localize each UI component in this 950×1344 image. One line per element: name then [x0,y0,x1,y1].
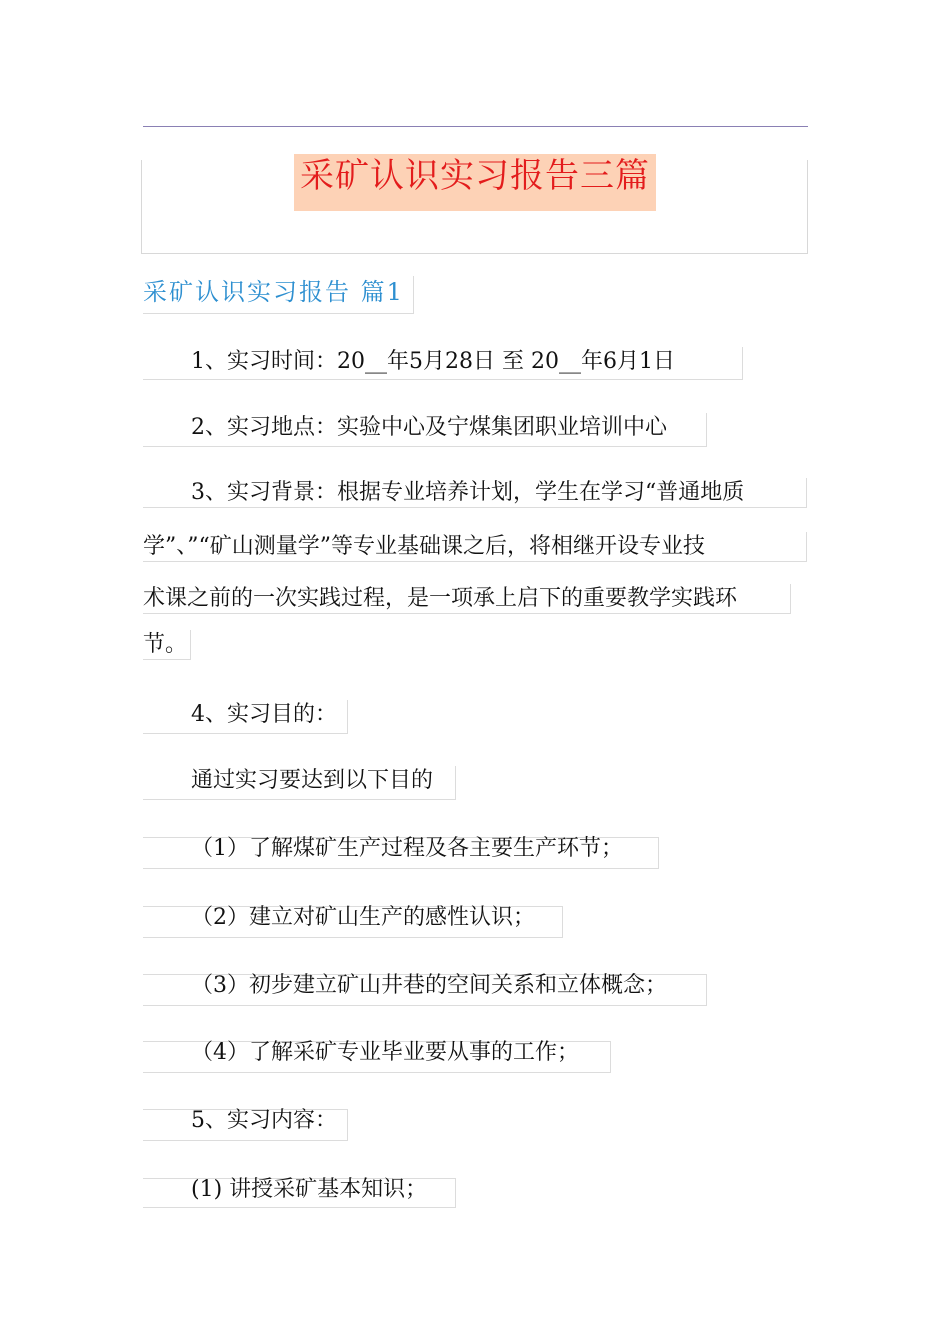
paragraph-internship-content [143,1109,348,1141]
purpose-item-2 [143,906,563,938]
paragraph-internship-location [143,413,707,447]
background-line-2: 学”、”“矿山测量学”等专业基础课之后，将相继开设专业技 [143,532,807,562]
paragraph-purpose-intro [143,766,456,800]
purpose-item-3-text: （3）初步建立矿山井巷的空间关系和立体概念； [191,973,667,998]
header-rule [143,126,808,127]
internship-content-text: 5、实习内容： [191,1108,337,1133]
purpose-item-4 [143,1041,611,1073]
background-line-1: 3、实习背景：根据专业培养计划，学生在学习“普通地质 [143,478,807,508]
paragraph-internship-time [143,347,743,380]
background-line-3: 术课之前的一次实践过程，是一项承上启下的重要教学实践环 [143,584,791,614]
purpose-item-1 [143,837,659,869]
section-heading [143,276,414,314]
internship-time-text: 1、实习时间：20__年5月28日 至 20__年6月1日 [191,349,675,374]
purpose-item-2-text: （2）建立对矿山生产的感性认识； [191,905,535,930]
purpose-item-4-text: （4）了解采矿专业毕业要从事的工作； [191,1040,579,1065]
purpose-item-1-text: （1）了解煤矿生产过程及各主要生产环节； [191,836,623,861]
internship-location-text: 2、实习地点：实验中心及宁煤集团职业培训中心 [191,415,667,440]
background-line-4: 节。 [143,630,191,660]
purpose-item-3 [143,974,707,1006]
purpose-intro-text: 通过实习要达到以下目的 [191,768,434,793]
internship-purpose-text: 4、实习目的： [191,702,337,727]
document-title: 采矿认识实习报告三篇 [294,154,656,211]
content-item-1-text: (1) 讲授采矿基本知识； [191,1177,428,1202]
content-item-1 [143,1178,456,1208]
paragraph-internship-purpose [143,700,348,734]
section-heading-text: 采矿认识实习报告 篇1 [143,278,404,306]
